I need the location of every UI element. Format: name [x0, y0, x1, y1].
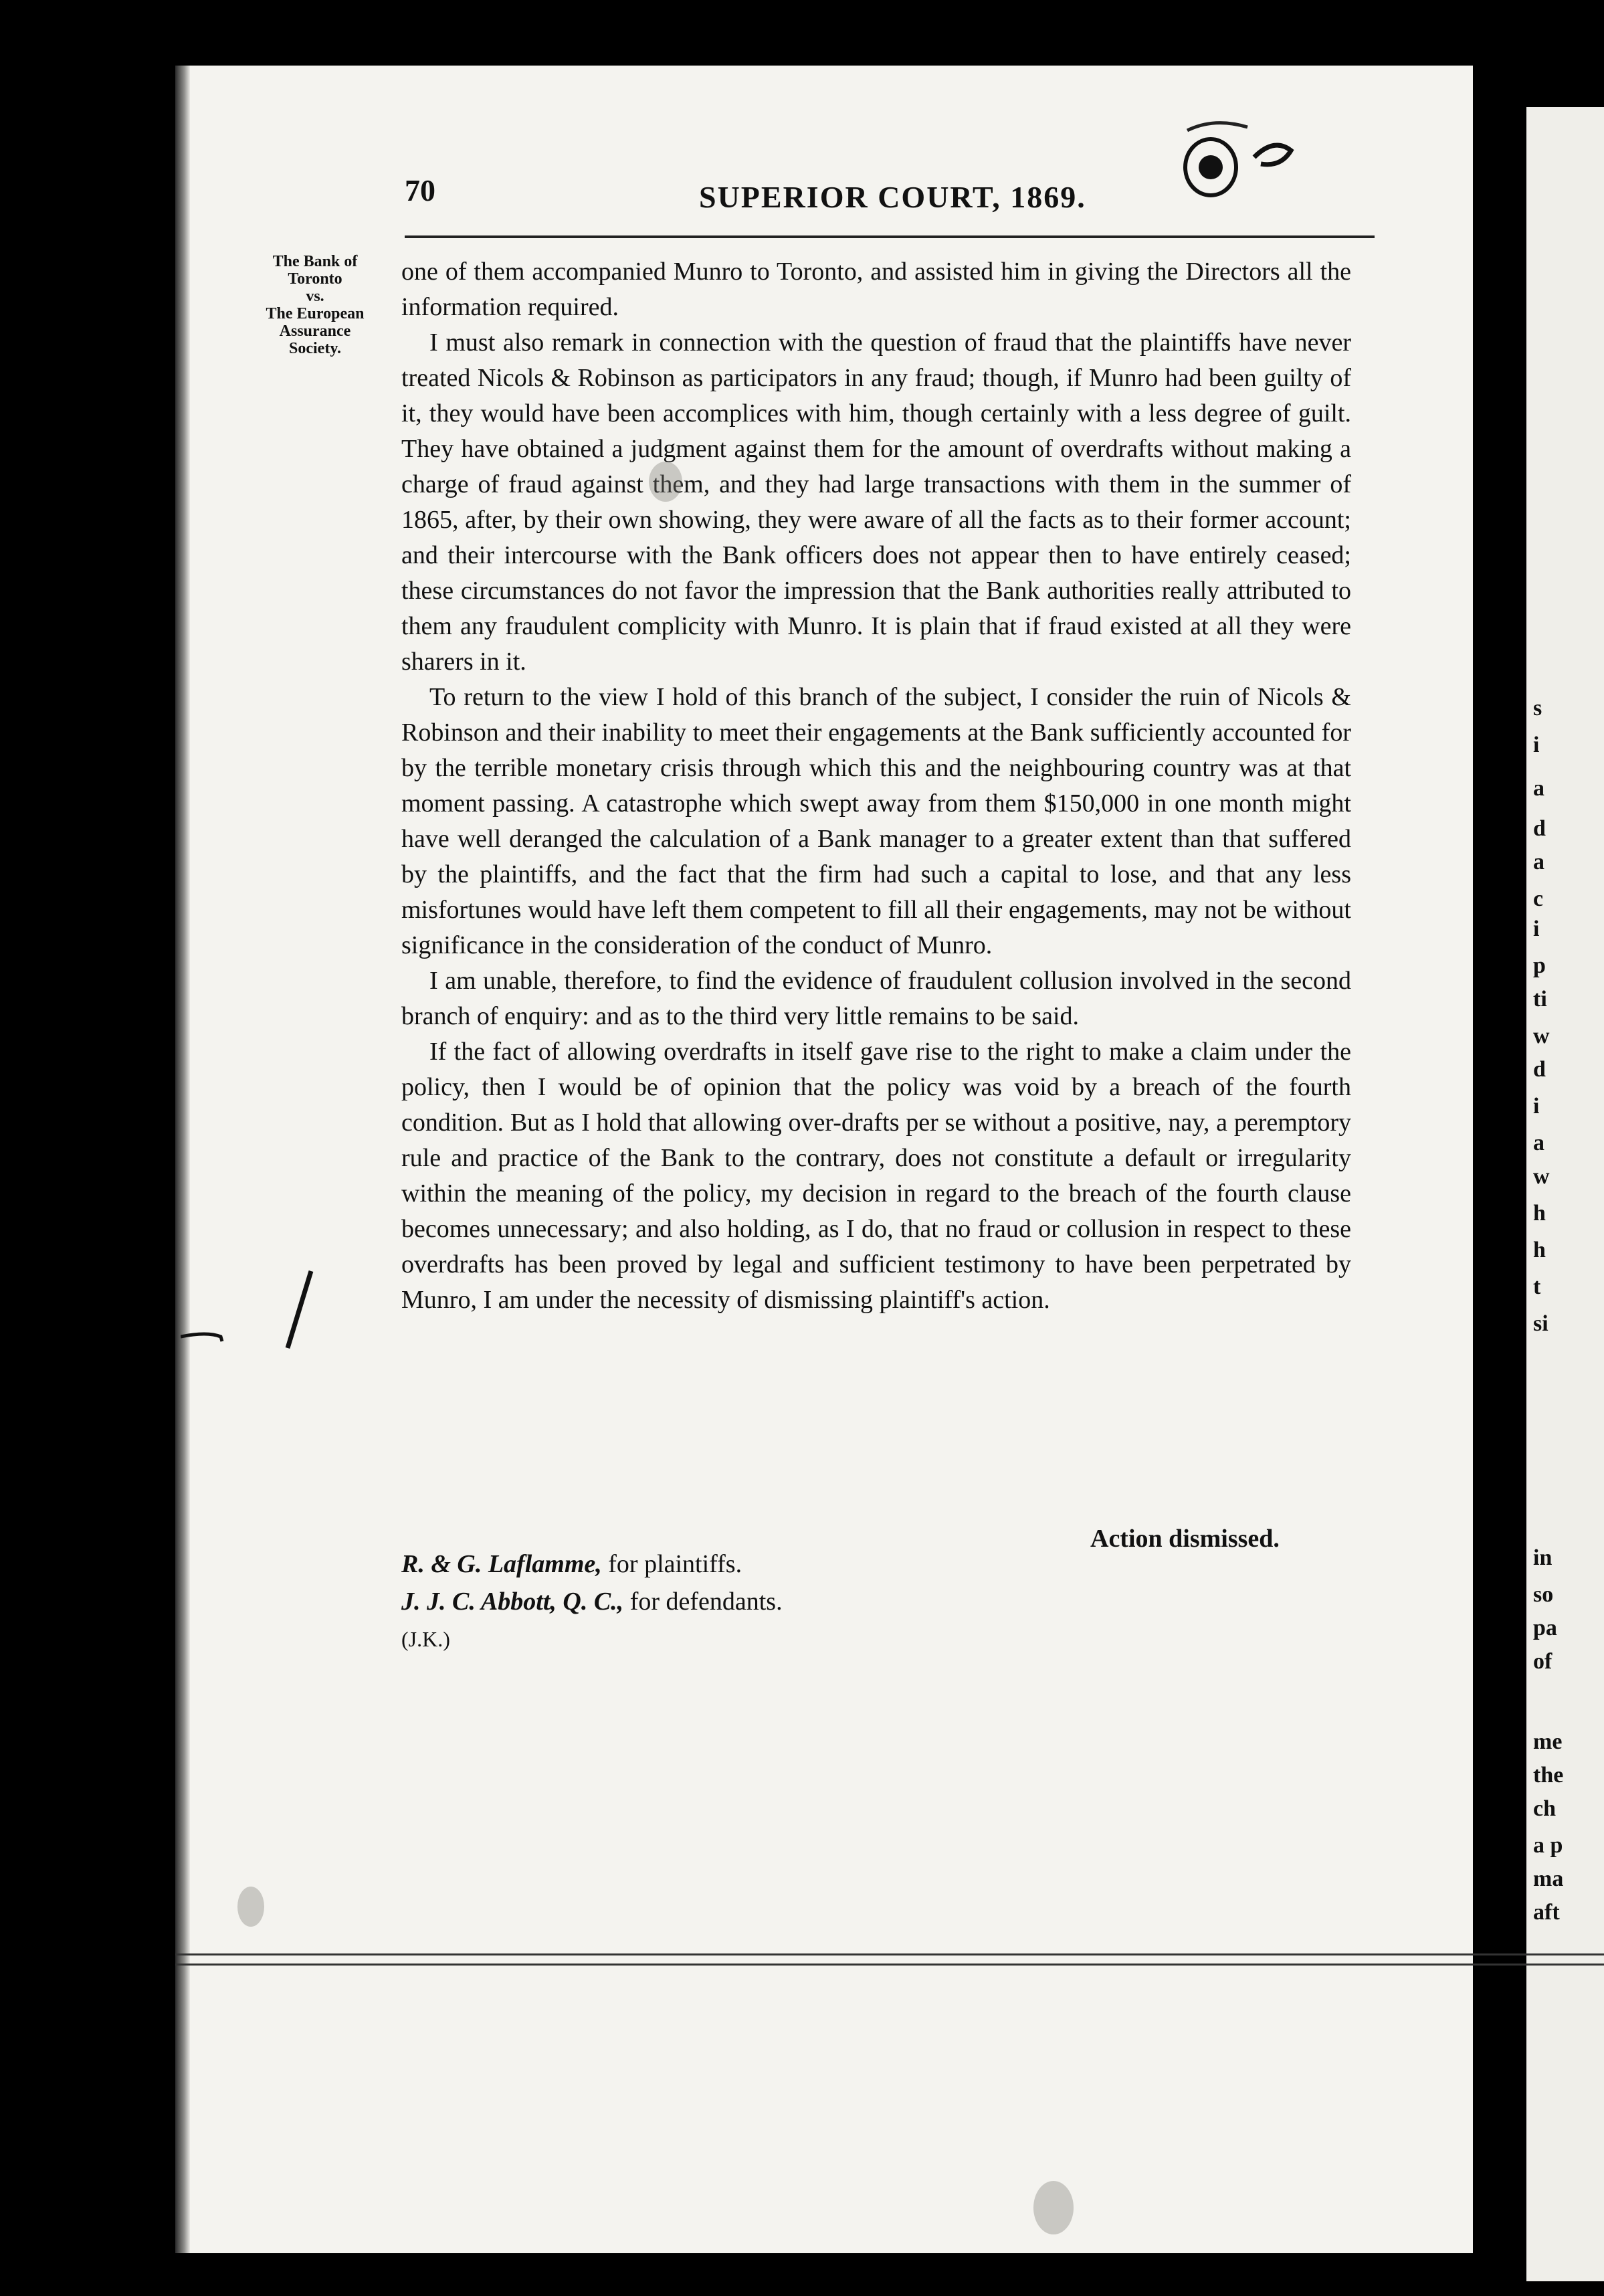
- plaintiffs-counsel: [401, 1545, 783, 1583]
- fragment-text: so: [1533, 1582, 1554, 1607]
- fragment-text: ti: [1533, 987, 1547, 1012]
- fragment-text: aft: [1533, 1900, 1560, 1925]
- fragment-text: i: [1533, 917, 1540, 941]
- counsel-role: for defendants.: [623, 1588, 783, 1616]
- counsel-role: for plaintiffs.: [601, 1550, 742, 1578]
- counsel-name: R. & G. Laflamme,: [401, 1550, 602, 1578]
- fragment-text: pa: [1533, 1616, 1557, 1640]
- fragment-text: w: [1533, 1164, 1550, 1189]
- paragraph: one of them accompanied Munro to Toronto, and assisted him in giving the Directors all the information required.: [401, 258, 1351, 321]
- paragraph: I must also remark in connection with the question of fraud that the plaintiffs have never treated Nicols & Robinson as participators in any fraud; though, if Munro had been guilty of it, they would have been accomplices with him, though certainly with a less degree of guilt. They have obtained a judgment against them for the amount of overdrafts without making a charge of fraud against them, and they had large transactions with them in the summer of 1865, after, by their own showing, they were aware of all the facts as to their former account; and their intercourse with the Bank officers does not appear then to have entirely ceased; these circumstances do not favor the impression that the Bank authorities really attributed to them any fraudulent complicity with Munro. It is plain that if fraud existed at all they were sharers in it.: [401, 328, 1351, 676]
- fragment-text: w: [1533, 1024, 1550, 1048]
- scan-smudge: [1033, 2181, 1074, 2234]
- fragment-text: p: [1533, 953, 1546, 978]
- fragment-text: d: [1533, 816, 1546, 841]
- fragment-text: me: [1533, 1729, 1563, 1754]
- case-sidenote: [241, 253, 389, 357]
- fragment-text: the: [1533, 1763, 1564, 1788]
- sidenote-line: The European: [266, 305, 365, 322]
- sidenote-line: Assurance: [279, 322, 351, 340]
- fragment-text: i: [1533, 1094, 1540, 1119]
- fragment-text: a: [1533, 776, 1544, 801]
- counsel-name: J. J. C. Abbott, Q. C.,: [401, 1588, 624, 1616]
- fragment-text: a p: [1533, 1833, 1563, 1858]
- fragment-text: si: [1533, 1311, 1548, 1336]
- fragment-text: s: [1533, 696, 1542, 721]
- sidenote-line: Toronto: [288, 270, 342, 288]
- scan-smudge: [649, 462, 682, 502]
- fragment-text: ch: [1533, 1796, 1556, 1821]
- counsel-block: [401, 1545, 783, 1658]
- paragraph: To return to the view I hold of this branch of the subject, I consider the ruin of Nicols & Robinson and their inability to meet their engagements at the Bank sufficiently accounted for by the terrible monetary crisis through which this and the neighbouring country was at that moment passing. A catastrophe which swept away from them $150,000 in one month might have well deranged the calculation of a Bank manager to a greater extent than that suffered by the plaintiffs, and the fact that the firm had such a capital to lose, and that any less misfortunes would have left them competent to fill all their engagements, may not be without significance in the consideration of the conduct of Munro.: [401, 683, 1351, 959]
- fragment-text: a: [1533, 1131, 1544, 1155]
- defendants-counsel: [401, 1583, 783, 1620]
- library-stamp: [1174, 110, 1301, 207]
- fragment-text: in: [1533, 1545, 1552, 1570]
- paragraph: If the fact of allowing overdrafts in itself gave rise to the right to make a claim under the policy, then I would be of opinion that the policy was void by a breach of the fourth condition. But as I hold that allowing over-drafts per se without a positive, nay, a peremptory rule and practice of the Bank to the contrary, does not constitute a default or irregularity within the meaning of the policy, my decision in regard to the breach of the fourth clause becomes unnecessary; and also holding, as I do, that no fraud or collusion in respect to these overdrafts has been proved by legal and sufficient testimony to have been perpetrated by Munro, I am under the necessity of dismissing plaintiff's action.: [401, 1038, 1351, 1314]
- fragment-text: d: [1533, 1057, 1546, 1082]
- margin-pen-mark: [181, 1258, 341, 1365]
- fragment-text: of: [1533, 1649, 1552, 1674]
- sidenote-line: vs.: [306, 288, 324, 305]
- scan-rule: [175, 1953, 1604, 1955]
- verdict: Action dismissed.: [1090, 1525, 1280, 1553]
- scan-smudge: [237, 1887, 264, 1927]
- fragment-text: i: [1533, 733, 1540, 757]
- fragment-text: ma: [1533, 1867, 1564, 1891]
- fragment-text: t: [1533, 1274, 1541, 1299]
- paragraph: I am unable, therefore, to find the evidence of fraudulent collusion involved in the second branch of enquiry: and as to the third very little remains to be said.: [401, 967, 1351, 1030]
- fragment-text: a: [1533, 850, 1544, 874]
- reporter-initials: (J.K.): [401, 1627, 450, 1651]
- scan-rule: [175, 1964, 1604, 1966]
- running-head-title: SUPERIOR COURT, 1869.: [699, 180, 1086, 214]
- sidenote-line: The Bank of: [272, 253, 358, 270]
- fragment-text: c: [1533, 886, 1544, 911]
- header-rule: [405, 235, 1375, 238]
- fragment-text: h: [1533, 1238, 1546, 1262]
- fragment-text: h: [1533, 1201, 1546, 1226]
- page-gutter-shadow: [175, 66, 190, 2253]
- judgment-text: [401, 254, 1351, 1318]
- page-number: 70: [405, 173, 435, 207]
- sidenote-line: Society.: [289, 340, 341, 357]
